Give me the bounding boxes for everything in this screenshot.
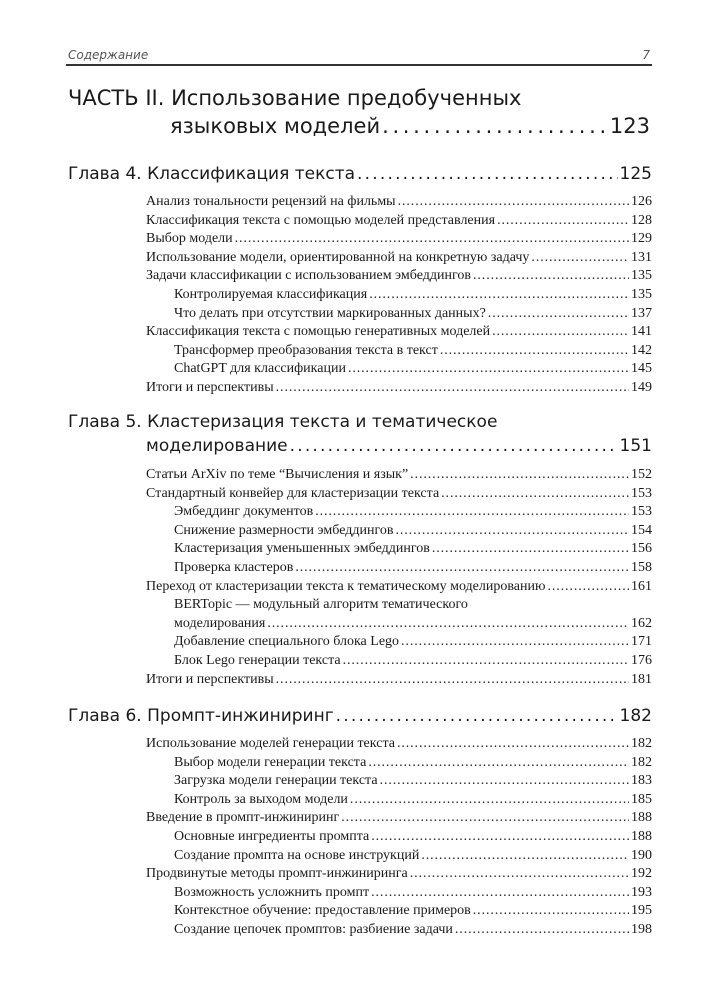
dot-leader [547, 578, 629, 597]
entry-page: 153 [631, 485, 652, 501]
toc-subentry[interactable] [146, 884, 652, 903]
entry-label: Классификация текста с помощью моделей представления [146, 212, 496, 228]
part-title-line2: языковых моделей [170, 114, 381, 138]
dot-leader [276, 379, 629, 398]
entry-page: 153 [631, 504, 652, 520]
dot-leader [357, 164, 618, 184]
dot-leader [235, 230, 629, 249]
toc-entry[interactable] [146, 671, 652, 690]
toc-subentry-multiline[interactable] [146, 596, 652, 633]
dot-leader [295, 559, 629, 578]
toc-subentry[interactable] [146, 522, 652, 541]
dot-leader [368, 754, 629, 773]
toc-entry[interactable] [146, 212, 652, 231]
dot-leader [382, 114, 608, 138]
entry-page: 176 [631, 652, 652, 668]
toc-subentry[interactable] [146, 633, 652, 652]
entry-label: Стандартный конвейер для кластеризации текста [146, 485, 440, 501]
toc-subentry[interactable] [146, 342, 652, 361]
entry-label: Основные ингредиенты промпта [174, 828, 370, 844]
toc-subentry[interactable] [146, 503, 652, 522]
entry-page: 193 [631, 884, 652, 900]
part-title-line1: ЧАСТЬ II. Использование предобученных [68, 86, 522, 110]
entry-label: Возможность усложнить промпт [174, 884, 370, 900]
toc-subentry[interactable] [146, 772, 652, 791]
entry-label: Выбор модели [146, 231, 233, 247]
dot-leader [488, 305, 629, 324]
entry-label: Итоги и перспективы [146, 379, 274, 395]
dot-leader [401, 633, 629, 652]
toc-subentry[interactable] [146, 559, 652, 578]
chapter-4-entries [146, 193, 652, 398]
entry-label: Эмбеддинг документов [174, 504, 314, 520]
entry-label: Классификация текста с помощью генеративных моделей [146, 324, 491, 340]
entry-label: Что делать при отсутствии маркированных данных? [174, 305, 486, 321]
dot-leader [341, 809, 629, 828]
entry-page: 128 [631, 212, 652, 228]
entry-label: Проверка кластеров [174, 559, 294, 575]
dot-leader [395, 522, 629, 541]
entry-page: 156 [631, 541, 652, 557]
entry-page: 182 [631, 754, 652, 770]
entry-page: 126 [631, 194, 652, 209]
entry-label: Анализ тональности рецензий на фильмы [146, 194, 396, 209]
dot-leader [276, 671, 629, 690]
chapter-6-entries [146, 735, 652, 940]
dot-leader [369, 286, 629, 305]
toc-subentry[interactable] [146, 652, 652, 671]
dot-leader [492, 323, 629, 342]
entry-label: Статьи ArXiv по теме “Вычисления и язык” [146, 467, 409, 482]
entry-label: Добавление специального блока Lego [174, 634, 400, 650]
chapter-4-heading[interactable] [68, 164, 652, 184]
chapter-page: 125 [619, 164, 652, 184]
dot-leader [432, 540, 629, 559]
chapter-title: Глава 6. Промпт-инжиниринг [68, 706, 334, 726]
toc-subentry[interactable] [146, 286, 652, 305]
entry-page: 171 [631, 634, 652, 650]
chapter-page: 182 [619, 706, 652, 726]
entry-page: 137 [631, 305, 652, 321]
entry-page: 131 [631, 249, 652, 265]
toc-subentry[interactable] [146, 902, 652, 921]
dot-leader [473, 267, 629, 286]
entry-page: 161 [631, 578, 652, 594]
entry-label: Загрузка модели генерации текста [174, 773, 378, 789]
toc-subentry[interactable] [146, 847, 652, 866]
dot-leader [380, 772, 629, 791]
entry-label: Контроль за выходом модели [174, 791, 348, 807]
dot-leader [371, 884, 629, 903]
dot-leader [473, 902, 629, 921]
dot-leader [497, 212, 629, 231]
dot-leader [371, 828, 629, 847]
entry-label: Блок Lego генерации текста [174, 652, 341, 668]
dot-leader [441, 485, 629, 504]
toc-subentry[interactable] [146, 540, 652, 559]
part-title-row[interactable] [170, 114, 650, 138]
dot-leader [348, 360, 629, 379]
dot-leader [267, 615, 629, 634]
entry-label: Итоги и перспективы [146, 671, 274, 687]
entry-page: 188 [631, 810, 652, 826]
toc-entry[interactable] [146, 379, 652, 398]
entry-page: 183 [631, 773, 652, 789]
part-page: 123 [609, 114, 650, 138]
dot-leader [440, 342, 629, 361]
entry-page: 145 [631, 361, 652, 377]
toc-entry[interactable] [146, 323, 652, 342]
toc-entry[interactable] [146, 267, 652, 286]
entry-page: 154 [631, 522, 652, 538]
entry-label: Контекстное обучение: предоставление примеров [174, 903, 471, 919]
toc-subentry[interactable] [146, 921, 652, 940]
dot-leader [315, 503, 629, 522]
dot-leader [410, 466, 629, 485]
chapter-5-title-line1[interactable]: Глава 5. Кластеризация текста и тематическое [68, 412, 498, 432]
header-rule [66, 64, 652, 66]
toc-subentry[interactable] [146, 828, 652, 847]
entry-page: 158 [631, 559, 652, 575]
entry-label: Трансформер преобразования текста в текст [174, 342, 438, 358]
chapter-5-heading[interactable] [146, 436, 652, 456]
entry-label: Использование моделей генерации текста [146, 736, 395, 751]
entry-page: 182 [631, 736, 652, 751]
dot-leader [290, 436, 618, 456]
entry-page: 141 [631, 324, 652, 340]
dot-leader [410, 865, 629, 884]
entry-page: 190 [631, 847, 652, 863]
entry-label-line1: BERTopic — модульный алгоритм тематического [174, 597, 468, 613]
chapter-page: 151 [619, 436, 652, 456]
toc-entry[interactable] [146, 230, 652, 249]
entry-page: 198 [631, 921, 652, 937]
toc-entry[interactable] [146, 578, 652, 597]
dot-leader [350, 791, 629, 810]
entry-label: Создание промпта на основе инструкций [174, 847, 420, 863]
entry-label: Задачи классификации с использованием эмбеддингов [146, 268, 471, 284]
dot-leader [397, 735, 629, 754]
entry-page: 152 [631, 467, 652, 482]
toc-entry[interactable] [146, 249, 652, 268]
dot-leader [531, 249, 629, 268]
chapter-title-line2: моделирование [146, 436, 288, 456]
toc-subentry[interactable] [146, 754, 652, 773]
dot-leader [455, 921, 629, 940]
entry-page: 162 [631, 615, 652, 631]
entry-label: Продвинутые методы промпт-инжиниринга [146, 866, 408, 882]
toc-subentry[interactable] [146, 360, 652, 379]
entry-page: 135 [631, 268, 652, 284]
toc-subentry[interactable] [146, 305, 652, 324]
entry-page: 149 [631, 379, 652, 395]
entry-label: ChatGPT для классификации [174, 361, 346, 377]
dot-leader [398, 193, 629, 212]
toc-entry[interactable] [146, 193, 652, 212]
chapter-6-heading[interactable] [68, 706, 652, 726]
running-head-page-number: 7 [642, 48, 650, 62]
entry-label: Переход от кластеризации текста к тематическому моделированию [146, 578, 546, 594]
toc-entry[interactable] [146, 735, 652, 754]
toc-entry[interactable] [146, 809, 652, 828]
entry-page: 135 [631, 286, 652, 302]
dot-leader [336, 706, 618, 726]
entry-page: 181 [631, 671, 652, 687]
entry-page: 185 [631, 791, 652, 807]
toc-subentry[interactable] [146, 791, 652, 810]
entry-page: 142 [631, 342, 652, 358]
entry-label: Кластеризация уменьшенных эмбеддингов [174, 541, 430, 557]
chapter-5-entries [146, 466, 652, 689]
entry-page: 195 [631, 903, 652, 919]
toc-entry[interactable] [146, 466, 652, 485]
toc-entry[interactable] [146, 485, 652, 504]
entry-label: Контролируемая классификация [174, 286, 368, 302]
entry-label: Снижение размерности эмбеддингов [174, 522, 394, 538]
entry-label: Использование модели, ориентированной на конкретную задачу [146, 249, 530, 265]
entry-page: 129 [631, 231, 652, 247]
entry-label: Выбор модели генерации текста [174, 754, 367, 770]
chapter-title: Глава 4. Классификация текста [68, 164, 356, 184]
dot-leader [343, 652, 629, 671]
toc-entry[interactable] [146, 865, 652, 884]
entry-label-line2: моделирования [174, 615, 266, 631]
entry-page: 192 [631, 866, 652, 882]
dot-leader [421, 847, 629, 866]
entry-label: Введение в промпт-инжиниринг [146, 810, 340, 826]
entry-page: 188 [631, 828, 652, 844]
entry-label: Создание цепочек промптов: разбиение задачи [174, 921, 453, 937]
running-head-section: Содержание [68, 48, 149, 62]
